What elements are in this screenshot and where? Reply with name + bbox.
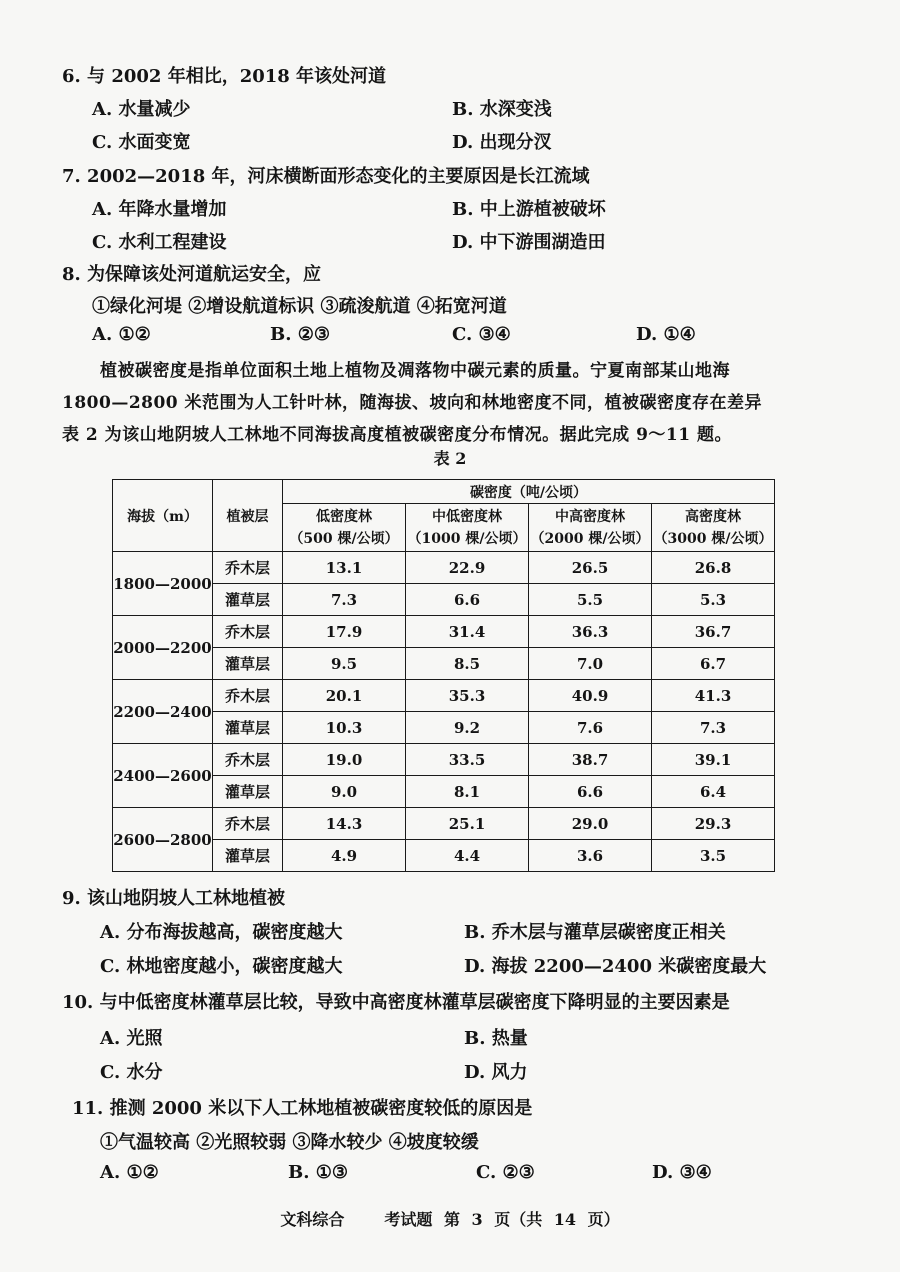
value-cell: 26.5 — [529, 552, 652, 584]
value-cell: 38.7 — [529, 744, 652, 776]
layer-cell: 灌草层 — [213, 584, 283, 616]
value-cell: 35.3 — [406, 680, 529, 712]
question-11-option-b: B. ①③ — [288, 1162, 349, 1183]
value-cell: 13.1 — [283, 552, 406, 584]
question-9-option-c: C. 林地密度越小，碳密度越大 — [100, 956, 343, 977]
question-6-option-d: D. 出现分汊 — [452, 132, 552, 153]
value-cell: 5.5 — [529, 584, 652, 616]
table-row — [113, 840, 775, 872]
question-10-option-b: B. 热量 — [464, 1028, 528, 1049]
layer-cell: 灌草层 — [213, 840, 283, 872]
header-density-col: 低密度林 （500 棵/公顷） — [283, 504, 406, 552]
header-altitude: 海拔（m） — [113, 480, 213, 552]
layer-cell: 乔木层 — [213, 808, 283, 840]
table-row — [113, 552, 775, 584]
value-cell: 7.0 — [529, 648, 652, 680]
passage-line-3: 表 2 为该山地阴坡人工林地不同海拔高度植被碳密度分布情况。据此完成 9～11 题。 — [62, 425, 732, 445]
value-cell: 36.3 — [529, 616, 652, 648]
question-10-option-c: C. 水分 — [100, 1062, 163, 1083]
question-7-stem: 7. 2002—2018 年，河床横断面形态变化的主要原因是长江流域 — [62, 166, 590, 187]
value-cell: 29.0 — [529, 808, 652, 840]
altitude-cell: 1800—2000 — [113, 552, 213, 616]
table-row — [113, 680, 775, 712]
value-cell: 14.3 — [283, 808, 406, 840]
header-density-col: 中高密度林 （2000 棵/公顷） — [529, 504, 652, 552]
question-10-stem: 10. 与中低密度林灌草层比较，导致中高密度林灌草层碳密度下降明显的主要因素是 — [62, 992, 730, 1013]
value-cell: 26.8 — [652, 552, 775, 584]
value-cell: 10.3 — [283, 712, 406, 744]
header-density-col: 高密度林 （3000 棵/公顷） — [652, 504, 775, 552]
question-11-option-c: C. ②③ — [476, 1162, 535, 1183]
question-11-items: ①气温较高 ②光照较弱 ③降水较少 ④坡度较缓 — [100, 1132, 479, 1153]
layer-cell: 乔木层 — [213, 616, 283, 648]
table-row — [113, 712, 775, 744]
question-11-option-d: D. ③④ — [652, 1162, 712, 1183]
value-cell: 8.5 — [406, 648, 529, 680]
value-cell: 19.0 — [283, 744, 406, 776]
question-7-option-d: D. 中下游围湖造田 — [452, 232, 606, 253]
question-7-option-b: B. 中上游植被破坏 — [452, 199, 606, 220]
table-row — [113, 744, 775, 776]
value-cell: 36.7 — [652, 616, 775, 648]
value-cell: 7.6 — [529, 712, 652, 744]
value-cell: 6.4 — [652, 776, 775, 808]
value-cell: 9.2 — [406, 712, 529, 744]
question-7-option-a: A. 年降水量增加 — [92, 199, 227, 220]
table-row — [113, 616, 775, 648]
layer-cell: 乔木层 — [213, 680, 283, 712]
question-7-option-c: C. 水利工程建设 — [92, 232, 227, 253]
header-carbon-density: 碳密度（吨/公顷） — [283, 480, 775, 504]
question-9-option-b: B. 乔木层与灌草层碳密度正相关 — [464, 922, 726, 943]
footer-page-number: 考试题 第 3 页（共 14 页） — [384, 1210, 620, 1229]
value-cell: 4.4 — [406, 840, 529, 872]
value-cell: 7.3 — [652, 712, 775, 744]
page-footer — [0, 1207, 900, 1230]
question-10-option-d: D. 风力 — [464, 1062, 528, 1083]
value-cell: 33.5 — [406, 744, 529, 776]
question-8-stem: 8. 为保障该处河道航运安全，应 — [62, 264, 322, 285]
value-cell: 40.9 — [529, 680, 652, 712]
question-9-option-d: D. 海拔 2200—2400 米碳密度最大 — [464, 956, 767, 977]
footer-subject: 文科综合 — [280, 1210, 345, 1229]
carbon-density-table — [112, 479, 775, 872]
question-8-option-c: C. ③④ — [452, 324, 511, 345]
value-cell: 39.1 — [652, 744, 775, 776]
layer-cell: 乔木层 — [213, 744, 283, 776]
value-cell: 6.6 — [406, 584, 529, 616]
value-cell: 20.1 — [283, 680, 406, 712]
layer-cell: 灌草层 — [213, 712, 283, 744]
question-6-option-c: C. 水面变宽 — [92, 132, 191, 153]
layer-cell: 灌草层 — [213, 648, 283, 680]
value-cell: 6.6 — [529, 776, 652, 808]
passage-line-2: 1800—2800 米范围为人工针叶林，随海拔、坡向和林地密度不同，植被碳密度存在差异 — [62, 393, 763, 413]
question-6-option-b: B. 水深变浅 — [452, 99, 552, 120]
altitude-cell: 2200—2400 — [113, 680, 213, 744]
question-11-stem: 11. 推测 2000 米以下人工林地植被碳密度较低的原因是 — [72, 1098, 533, 1119]
value-cell: 5.3 — [652, 584, 775, 616]
passage-line-1: 植被碳密度是指单位面积土地上植物及凋落物中碳元素的质量。宁夏南部某山地海 — [100, 361, 730, 381]
value-cell: 7.3 — [283, 584, 406, 616]
question-10-option-a: A. 光照 — [100, 1028, 163, 1049]
table-row — [113, 808, 775, 840]
table-row — [113, 584, 775, 616]
question-8-option-d: D. ①④ — [636, 324, 696, 345]
value-cell: 3.5 — [652, 840, 775, 872]
altitude-cell: 2400—2600 — [113, 744, 213, 808]
value-cell: 9.0 — [283, 776, 406, 808]
value-cell: 29.3 — [652, 808, 775, 840]
value-cell: 4.9 — [283, 840, 406, 872]
value-cell: 3.6 — [529, 840, 652, 872]
value-cell: 22.9 — [406, 552, 529, 584]
question-6-stem: 6. 与 2002 年相比，2018 年该处河道 — [62, 66, 387, 87]
question-8-option-a: A. ①② — [92, 324, 151, 345]
header-layer: 植被层 — [213, 480, 283, 552]
question-8-option-b: B. ②③ — [270, 324, 331, 345]
layer-cell: 灌草层 — [213, 776, 283, 808]
altitude-cell: 2000—2200 — [113, 616, 213, 680]
header-density-col: 中低密度林 （1000 棵/公顷） — [406, 504, 529, 552]
value-cell: 9.5 — [283, 648, 406, 680]
question-8-items: ①绿化河堤 ②增设航道标识 ③疏浚航道 ④拓宽河道 — [92, 296, 507, 317]
question-11-option-a: A. ①② — [100, 1162, 159, 1183]
value-cell: 31.4 — [406, 616, 529, 648]
layer-cell: 乔木层 — [213, 552, 283, 584]
question-9-stem: 9. 该山地阴坡人工林地植被 — [62, 888, 286, 909]
value-cell: 17.9 — [283, 616, 406, 648]
altitude-cell: 2600—2800 — [113, 808, 213, 872]
table-row — [113, 776, 775, 808]
value-cell: 6.7 — [652, 648, 775, 680]
value-cell: 41.3 — [652, 680, 775, 712]
value-cell: 25.1 — [406, 808, 529, 840]
question-6-option-a: A. 水量减少 — [92, 99, 191, 120]
question-9-option-a: A. 分布海拔越高，碳密度越大 — [100, 922, 343, 943]
table-caption: 表 2 — [433, 449, 467, 468]
value-cell: 8.1 — [406, 776, 529, 808]
table-row — [113, 648, 775, 680]
